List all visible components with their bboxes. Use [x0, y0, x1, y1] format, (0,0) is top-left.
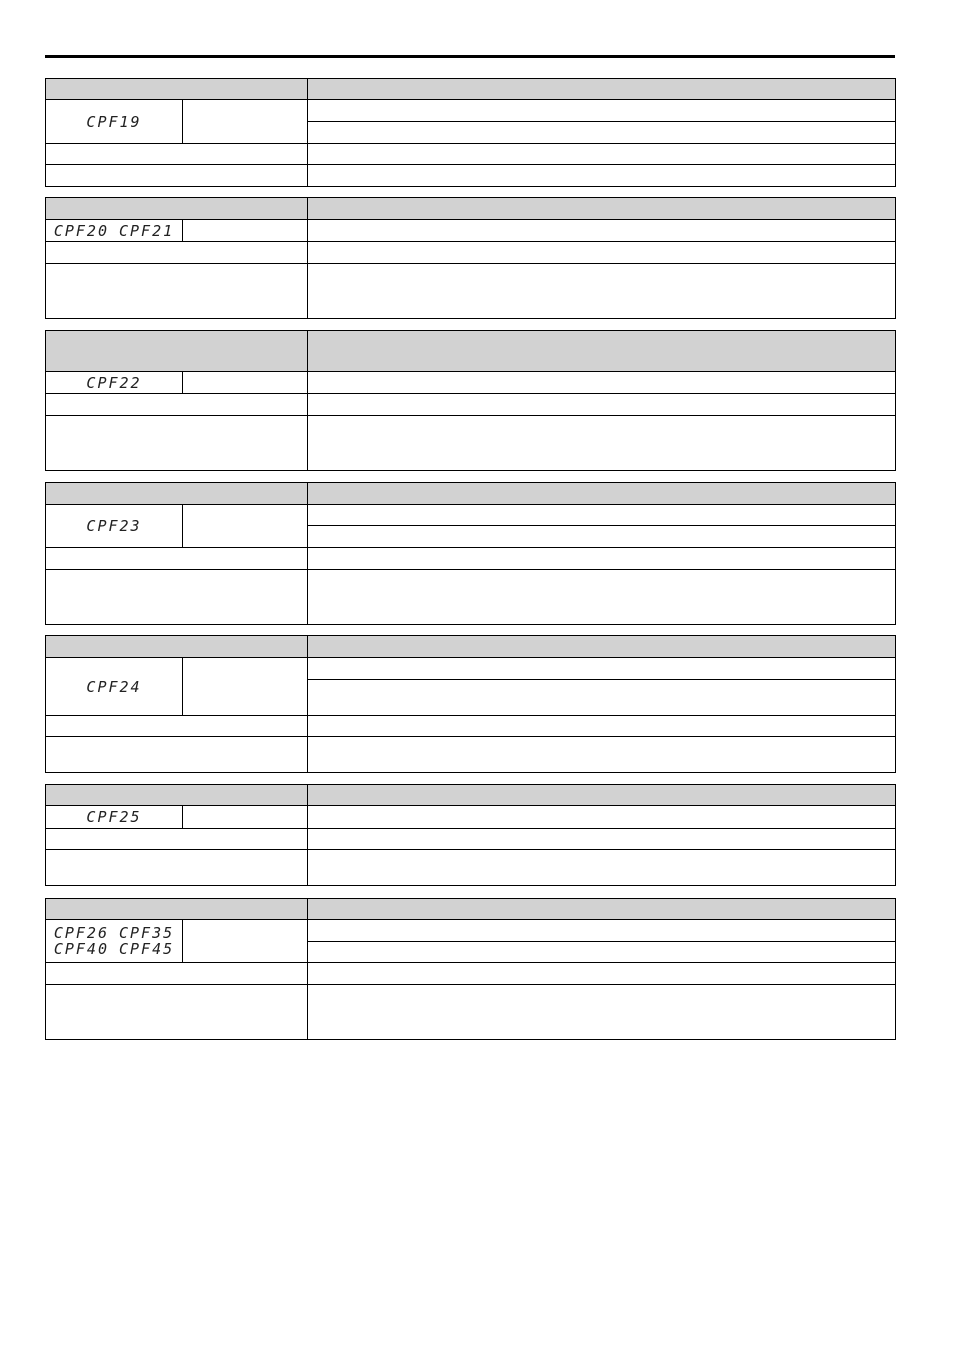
remedy-header	[308, 144, 896, 165]
cause-header	[46, 963, 308, 985]
header-right	[308, 785, 896, 806]
code-text: CPF20	[53, 221, 109, 240]
fault-name-row	[308, 920, 896, 942]
top-rule	[45, 55, 895, 58]
header-right	[308, 198, 896, 220]
header-right	[308, 483, 896, 505]
fault-name-row	[308, 372, 896, 394]
code-text: CPF22	[86, 373, 142, 392]
code-text: CPF35	[119, 924, 175, 942]
remedy-header	[308, 829, 896, 850]
remedy-cell	[308, 985, 896, 1040]
cause-cell	[46, 570, 308, 625]
code-text: CPF19	[86, 112, 142, 131]
cause-cell	[46, 165, 308, 187]
fault-code	[46, 920, 183, 963]
fault-name-cell	[183, 372, 308, 394]
code-text: CPF24	[86, 677, 142, 696]
code-text: CPF40	[53, 940, 109, 958]
header-left	[46, 483, 308, 505]
code-text: CPF45	[119, 940, 175, 958]
code-text: CPF26	[53, 924, 109, 942]
fault-table-cpf23	[45, 482, 896, 625]
header-left	[46, 198, 308, 220]
remedy-header	[308, 548, 896, 570]
fault-code	[46, 372, 183, 394]
header-right	[308, 636, 896, 658]
header-left	[46, 899, 308, 920]
code-text: CPF25	[86, 808, 142, 826]
header-right	[308, 899, 896, 920]
remedy-cell	[308, 264, 896, 319]
fault-code	[46, 658, 183, 716]
cause-header	[46, 716, 308, 737]
remedy-cell	[308, 850, 896, 886]
remedy-header	[308, 394, 896, 416]
remedy-header	[308, 242, 896, 264]
fault-name-cell	[183, 220, 308, 242]
code-text: CPF21	[119, 221, 175, 240]
fault-table-cpf19	[45, 78, 896, 187]
fault-name-cell	[183, 806, 308, 829]
header-left	[46, 331, 308, 372]
header-left	[46, 636, 308, 658]
fault-name-row	[308, 100, 896, 122]
header-right	[308, 79, 896, 100]
fault-name-cell	[183, 505, 308, 548]
cause-cell	[46, 737, 308, 773]
fault-table-cpf20-21	[45, 197, 896, 319]
fault-name-row	[308, 526, 896, 548]
remedy-header	[308, 963, 896, 985]
fault-name-cell	[183, 100, 308, 144]
cause-header	[46, 144, 308, 165]
fault-name-row	[308, 122, 896, 144]
remedy-cell	[308, 737, 896, 773]
cause-cell	[46, 850, 308, 886]
fault-code	[46, 806, 183, 829]
cause-cell	[46, 264, 308, 319]
header-left	[46, 785, 308, 806]
cause-header	[46, 394, 308, 416]
fault-name-row	[308, 220, 896, 242]
fault-code	[46, 505, 183, 548]
cause-cell	[46, 985, 308, 1040]
header-left	[46, 79, 308, 100]
fault-name-row	[308, 680, 896, 716]
cause-header	[46, 548, 308, 570]
fault-name-row	[308, 658, 896, 680]
remedy-cell	[308, 416, 896, 471]
code-text: CPF23	[86, 517, 142, 535]
cause-header	[46, 829, 308, 850]
header-right	[308, 331, 896, 372]
fault-code	[46, 220, 183, 242]
fault-name-cell	[183, 920, 308, 963]
fault-name-row	[308, 942, 896, 963]
remedy-cell	[308, 570, 896, 625]
fault-table-cpf26-45	[45, 898, 896, 1040]
fault-table-cpf24	[45, 635, 896, 773]
cause-header	[46, 242, 308, 264]
fault-name-row	[308, 806, 896, 829]
cause-cell	[46, 416, 308, 471]
remedy-cell	[308, 165, 896, 187]
fault-code	[46, 100, 183, 144]
fault-table-cpf22	[45, 330, 896, 471]
fault-name-row	[308, 505, 896, 526]
fault-table-cpf25	[45, 784, 896, 886]
fault-name-cell	[183, 658, 308, 716]
remedy-header	[308, 716, 896, 737]
